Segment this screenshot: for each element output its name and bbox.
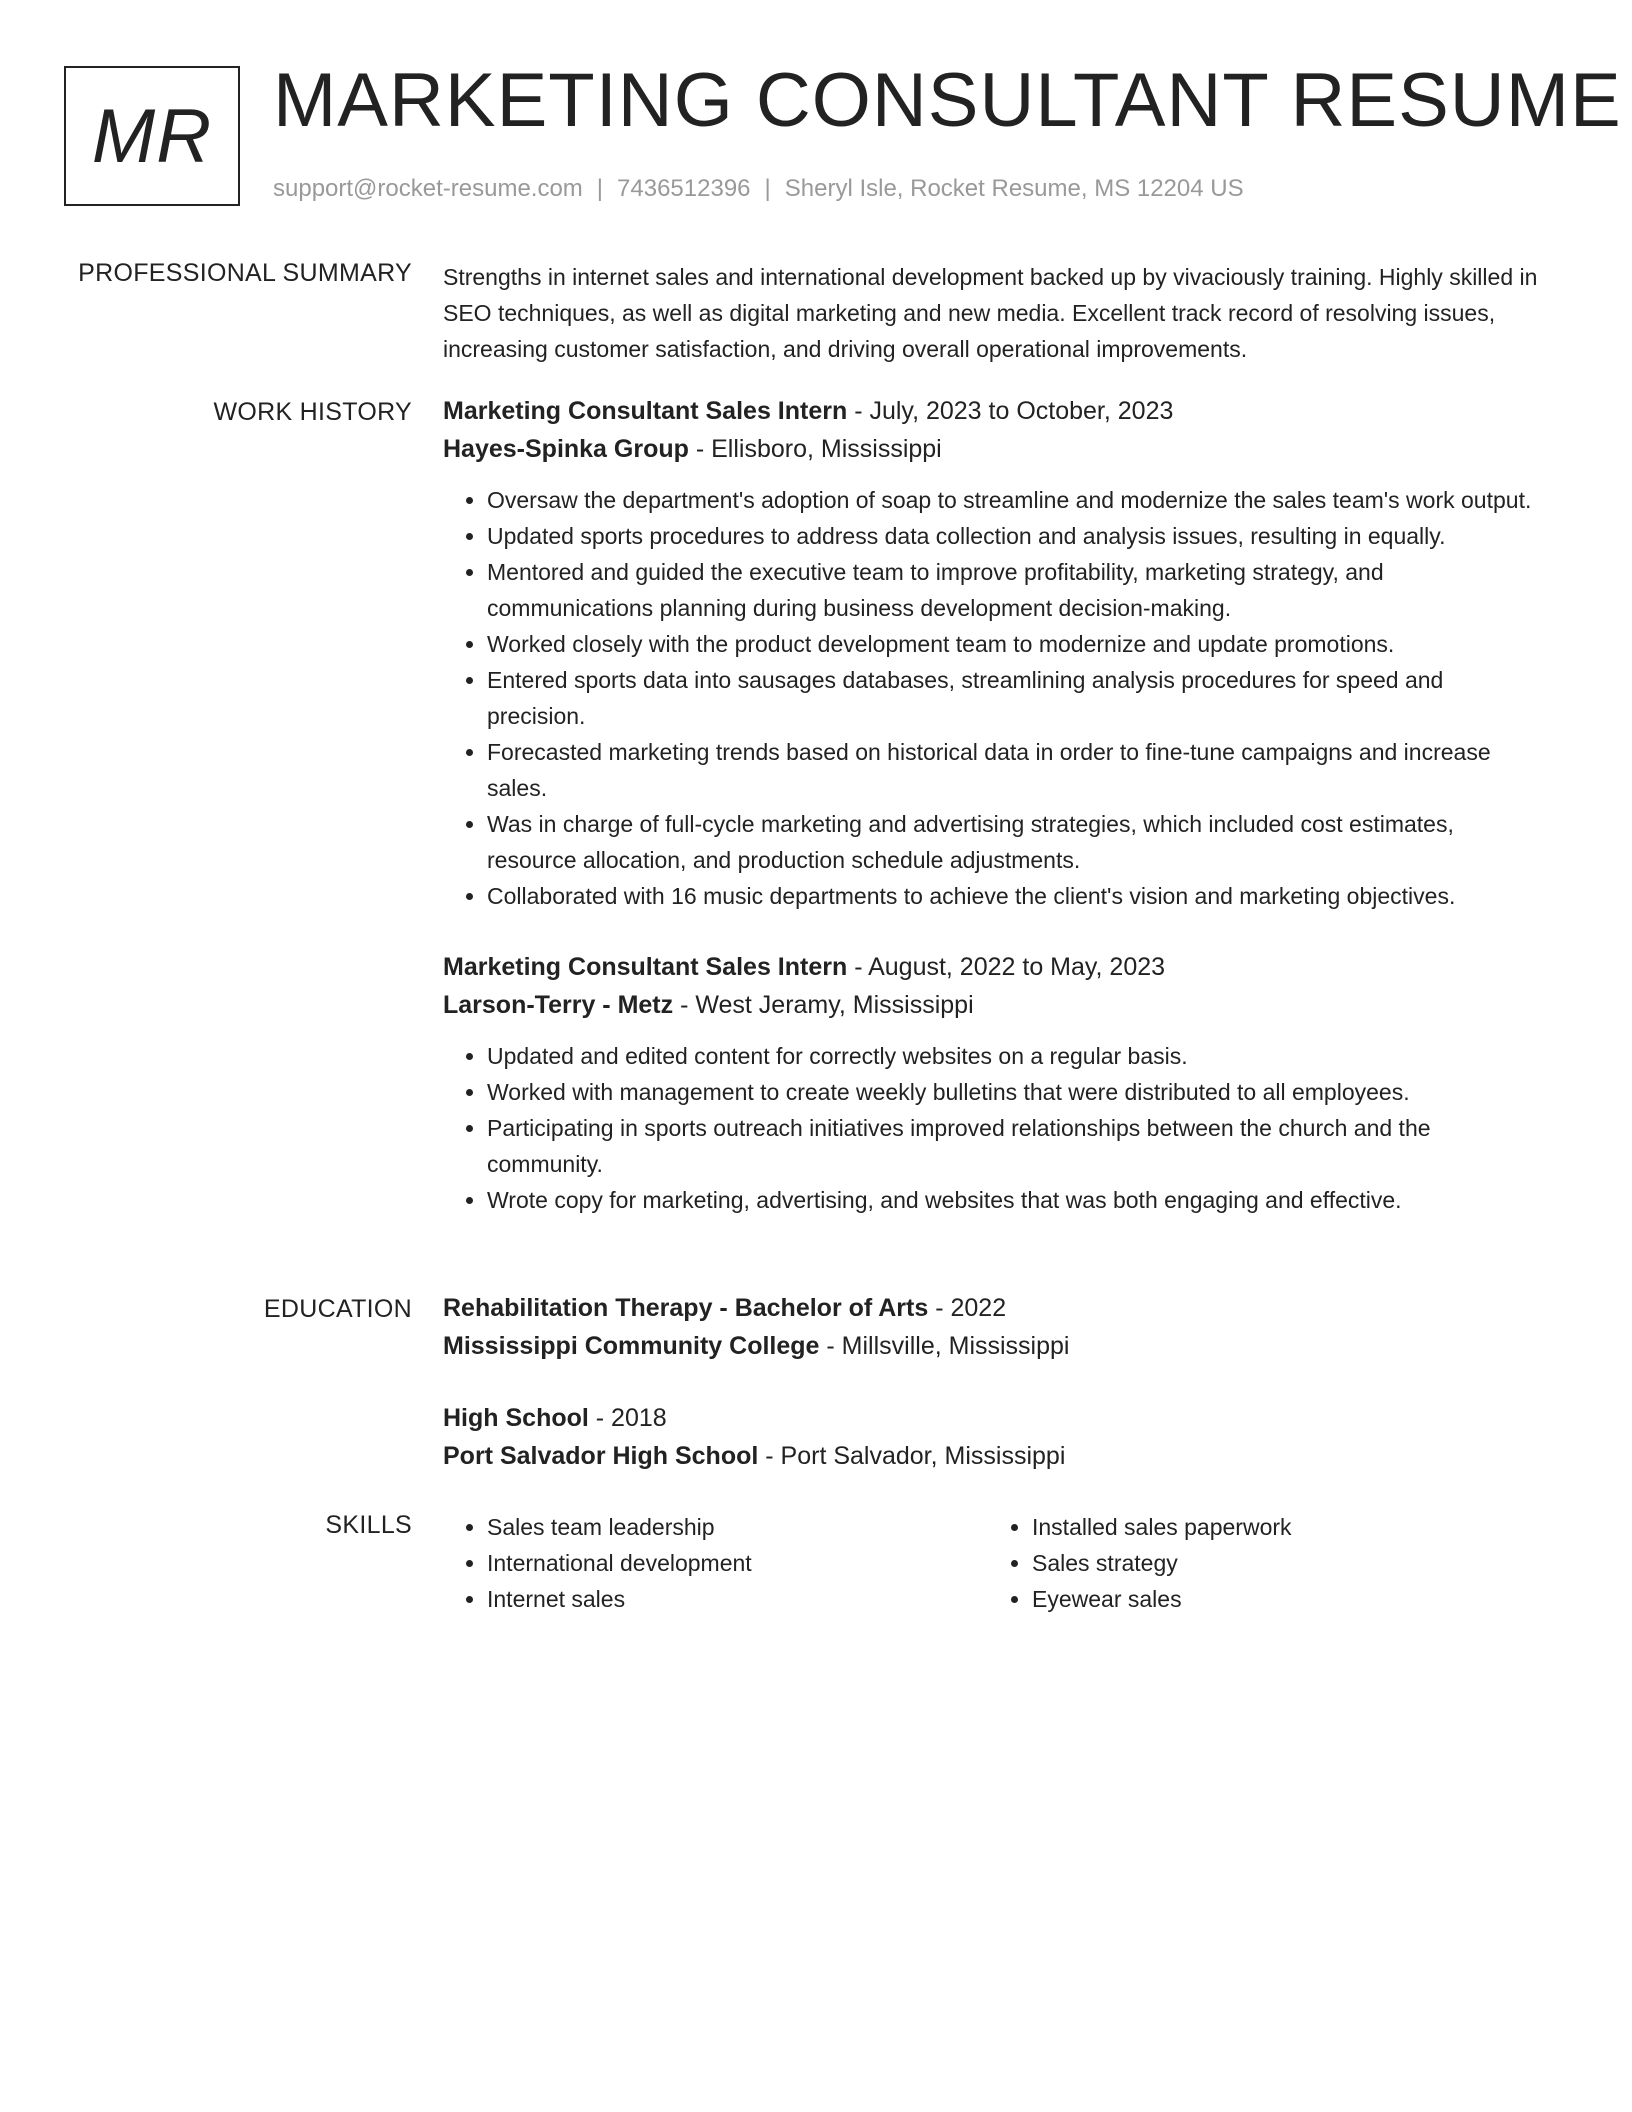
contact-separator: | [596,175,604,202]
job-bullet: • Worked with management to create weekly bulletins that were distributed to all employees. [487,1074,1543,1110]
job-bullets [443,1038,1543,1218]
education-entry [443,1289,1543,1365]
job-company-line [443,430,1543,468]
job-company: Larson-Terry - Metz [443,991,674,1019]
skill-item: • Internet sales [487,1581,987,1617]
section-label-work: WORK HISTORY [213,398,412,426]
education-body [443,1289,1543,1475]
education-school: Port Salvador High School [443,1442,759,1470]
education-school: Mississippi Community College [443,1332,820,1360]
skill-item: • Sales team leadership [487,1509,987,1545]
job-bullet: • Collaborated with 16 music departments to achieve the client's vision and marketing objectives. [487,878,1543,914]
summary-body [443,259,1543,367]
contact-email: support@rocket-resume.com [273,175,583,202]
skills-list-right [987,1509,1532,1617]
section-label-summary: PROFESSIONAL SUMMARY [78,259,412,287]
job-entry [443,948,1543,1218]
job-dates: - July, 2023 to October, 2023 [847,397,1174,425]
monogram-box [64,66,240,206]
work-body [443,392,1543,1218]
resume-title: MARKETING CONSULTANT RESUME [273,58,1622,143]
job-bullet: • Mentored and guided the executive team to improve profitability, marketing strategy, and communications planning during business development decision-making. [487,554,1543,626]
job-title-line [443,948,1543,986]
job-entry [443,392,1543,914]
education-location: - Millsville, Mississippi [819,1332,1070,1360]
education-year: - 2022 [928,1294,1007,1322]
education-school-line [443,1327,1543,1365]
job-bullet: • Wrote copy for marketing, advertising, and websites that was both engaging and effective. [487,1182,1543,1218]
skills-columns [443,1509,1543,1617]
section-label-skills: SKILLS [325,1511,412,1539]
job-title: Marketing Consultant Sales Intern [443,953,848,981]
education-school-line [443,1437,1543,1475]
education-degree: High School [443,1404,589,1432]
summary-text: Strengths in internet sales and international development backed up by vivaciously training. Highly skilled in SEO techniques, as well as digital marketing and new media. Excellent track record of resolving issues, increasing customer satisfaction, and driving overall operational improvements. [443,264,1538,362]
job-bullets [443,482,1543,914]
job-bullet: • Updated and edited content for correctly websites on a regular basis. [487,1038,1543,1074]
job-bullet: • Was in charge of full-cycle marketing and advertising strategies, which included cost estimates, resource allocation, and production schedule adjustments. [487,806,1543,878]
job-title: Marketing Consultant Sales Intern [443,397,848,425]
skill-item: • International development [487,1545,987,1581]
skills-list-left [443,1509,987,1617]
skill-item: • Eyewear sales [1032,1581,1532,1617]
job-location: - Ellisboro, Mississippi [688,435,942,463]
section-label-education: EDUCATION [263,1295,412,1323]
job-dates: - August, 2022 to May, 2023 [847,953,1166,981]
job-bullet: • Entered sports data into sausages databases, streamlining analysis procedures for speed and precision. [487,662,1543,734]
monogram-initials: MR [91,93,213,179]
job-bullet: • Forecasted marketing trends based on historical data in order to fine-tune campaigns and increase sales. [487,734,1543,806]
education-degree-line [443,1289,1543,1327]
contact-line [273,174,1244,204]
skill-item: • Installed sales paperwork [1032,1509,1532,1545]
job-bullet: • Participating in sports outreach initiatives improved relationships between the church and the community. [487,1110,1543,1182]
education-location: - Port Salvador, Mississippi [758,1442,1066,1470]
job-company-line [443,986,1543,1024]
job-location: - West Jeramy, Mississippi [673,991,974,1019]
job-title-line [443,392,1543,430]
contact-address: Sheryl Isle, Rocket Resume, MS 12204 US [784,175,1244,202]
skill-item: • Sales strategy [1032,1545,1532,1581]
contact-separator: | [764,175,771,202]
job-company: Hayes-Spinka Group [443,435,689,463]
skills-body [443,1509,1543,1617]
contact-phone: 7436512396 [617,175,751,202]
education-year: - 2018 [588,1404,667,1432]
education-degree: Rehabilitation Therapy - Bachelor of Arts [443,1294,929,1322]
job-bullet: • Oversaw the department's adoption of soap to streamline and modernize the sales team's work output. [487,482,1543,518]
education-entry [443,1399,1543,1475]
job-bullet: • Worked closely with the product development team to modernize and update promotions. [487,626,1543,662]
job-bullet: • Updated sports procedures to address data collection and analysis issues, resulting in equally. [487,518,1543,554]
education-degree-line [443,1399,1543,1437]
